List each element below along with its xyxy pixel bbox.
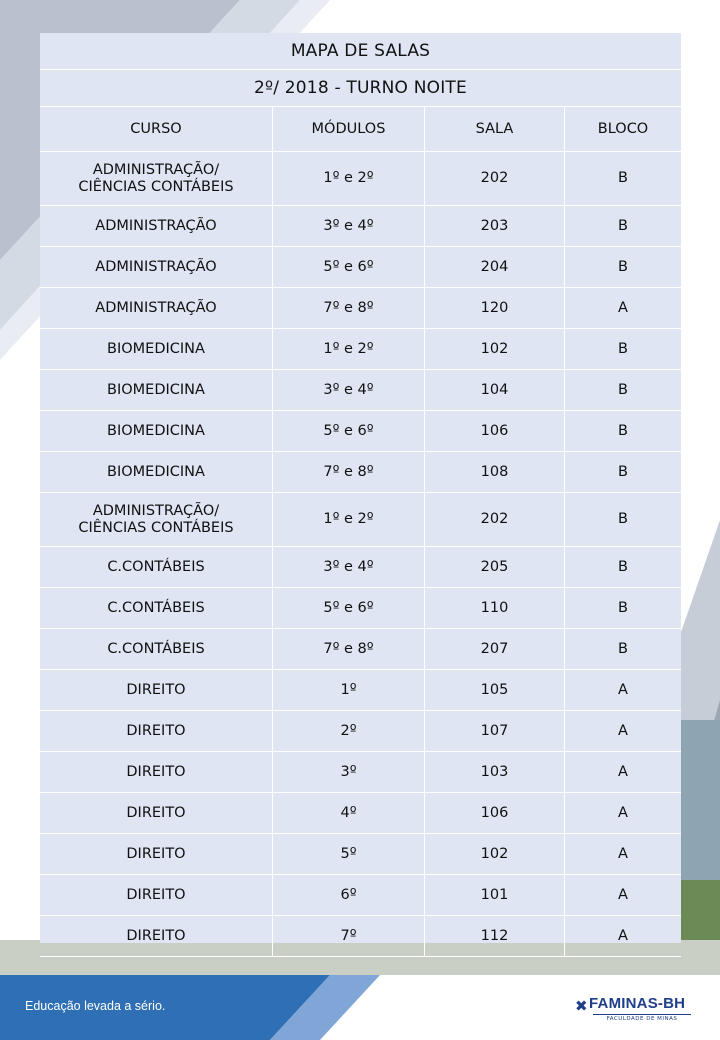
cell-bloco: A xyxy=(618,927,628,944)
column-header-sala: SALA xyxy=(425,107,565,151)
cell-bloco: B xyxy=(618,422,628,439)
table-row xyxy=(40,411,681,452)
page-title: MAPA DE SALAS xyxy=(290,41,431,61)
cell-curso: ADMINISTRAÇÃO/ CIÊNCIAS CONTÁBEIS xyxy=(40,493,273,546)
cell-curso: C.CONTÁBEIS xyxy=(40,588,273,628)
cell-curso: BIOMEDICINA xyxy=(40,329,273,369)
cell-curso: DIREITO xyxy=(40,670,273,710)
cell-bloco: B xyxy=(618,217,628,234)
cell-curso: DIREITO xyxy=(40,711,273,751)
cell-modulos: 7º e 8º xyxy=(273,452,425,492)
cell-curso: ADMINISTRAÇÃO xyxy=(40,206,273,246)
table-title-row xyxy=(40,33,681,70)
cell-bloco: A xyxy=(618,299,628,316)
cell-bloco: B xyxy=(618,511,628,527)
cell-modulos: 3º xyxy=(273,752,425,792)
cell-bloco: B xyxy=(618,170,628,186)
table-body xyxy=(40,152,681,957)
cell-modulos: 5º e 6º xyxy=(273,247,425,287)
cell-bloco: B xyxy=(618,558,628,575)
cell-sala: 205 xyxy=(425,547,565,587)
cell-modulos: 7º e 8º xyxy=(273,288,425,328)
cell-bloco: B xyxy=(618,463,628,480)
cell-curso: DIREITO xyxy=(40,793,273,833)
column-header-row xyxy=(40,107,681,152)
page-subtitle: 2º/ 2018 - TURNO NOITE xyxy=(254,78,467,98)
cell-sala: 102 xyxy=(425,329,565,369)
cell-curso: DIREITO xyxy=(40,916,273,956)
cell-bloco: B xyxy=(618,258,628,275)
cell-bloco: A xyxy=(618,804,628,821)
table-row xyxy=(40,875,681,916)
faminas-logo xyxy=(575,995,695,1025)
table-row xyxy=(40,452,681,493)
cell-curso: ADMINISTRAÇÃO xyxy=(40,247,273,287)
cell-modulos: 3º e 4º xyxy=(273,547,425,587)
cell-sala: 204 xyxy=(425,247,565,287)
table-row xyxy=(40,152,681,206)
table-row xyxy=(40,206,681,247)
column-header-modulos: MÓDULOS xyxy=(273,107,425,151)
cell-sala: 106 xyxy=(425,793,565,833)
table-row xyxy=(40,793,681,834)
table-row xyxy=(40,288,681,329)
table-row xyxy=(40,629,681,670)
cell-sala: 120 xyxy=(425,288,565,328)
column-header-curso: CURSO xyxy=(40,107,273,151)
cell-modulos: 5º xyxy=(273,834,425,874)
cell-curso: DIREITO xyxy=(40,875,273,915)
cell-modulos: 3º e 4º xyxy=(273,370,425,410)
table-row xyxy=(40,752,681,793)
cell-sala: 207 xyxy=(425,629,565,669)
cell-curso: BIOMEDICINA xyxy=(40,452,273,492)
table-row xyxy=(40,493,681,547)
cell-sala: 202 xyxy=(425,152,565,205)
logo-subtitle: FACULDADE DE MINAS xyxy=(593,1014,691,1022)
cell-bloco: A xyxy=(618,722,628,739)
cell-bloco: A xyxy=(618,763,628,780)
footer-tagline: Educação levada a sério. xyxy=(25,999,166,1013)
room-map-table xyxy=(40,33,681,943)
cell-modulos: 2º xyxy=(273,711,425,751)
cell-bloco: B xyxy=(618,381,628,398)
cell-sala: 103 xyxy=(425,752,565,792)
cell-bloco: B xyxy=(618,640,628,657)
cell-bloco: B xyxy=(618,340,628,357)
cell-modulos: 1º e 2º xyxy=(273,493,425,546)
cell-modulos: 1º e 2º xyxy=(273,329,425,369)
logo-x-icon: ✖ xyxy=(575,997,588,1015)
cell-bloco: B xyxy=(618,599,628,616)
cell-sala: 203 xyxy=(425,206,565,246)
cell-bloco: A xyxy=(618,845,628,862)
cell-modulos: 7º e 8º xyxy=(273,629,425,669)
cell-sala: 106 xyxy=(425,411,565,451)
cell-sala: 107 xyxy=(425,711,565,751)
cell-sala: 108 xyxy=(425,452,565,492)
cell-curso: ADMINISTRAÇÃO xyxy=(40,288,273,328)
cell-curso: BIOMEDICINA xyxy=(40,370,273,410)
cell-modulos: 5º e 6º xyxy=(273,411,425,451)
cell-sala: 101 xyxy=(425,875,565,915)
cell-sala: 104 xyxy=(425,370,565,410)
cell-modulos: 1º e 2º xyxy=(273,152,425,205)
table-row xyxy=(40,916,681,957)
table-row xyxy=(40,370,681,411)
cell-sala: 105 xyxy=(425,670,565,710)
cell-sala: 112 xyxy=(425,916,565,956)
table-row xyxy=(40,247,681,288)
table-row xyxy=(40,834,681,875)
cell-sala: 102 xyxy=(425,834,565,874)
cell-curso: C.CONTÁBEIS xyxy=(40,547,273,587)
cell-bloco: A xyxy=(618,681,628,698)
cell-curso: BIOMEDICINA xyxy=(40,411,273,451)
cell-modulos: 5º e 6º xyxy=(273,588,425,628)
table-subtitle-row xyxy=(40,70,681,107)
table-row xyxy=(40,547,681,588)
table-row xyxy=(40,670,681,711)
table-row xyxy=(40,711,681,752)
cell-modulos: 3º e 4º xyxy=(273,206,425,246)
table-row xyxy=(40,588,681,629)
cell-curso: ADMINISTRAÇÃO/ CIÊNCIAS CONTÁBEIS xyxy=(40,152,273,205)
cell-sala: 202 xyxy=(425,493,565,546)
cell-curso: DIREITO xyxy=(40,834,273,874)
cell-modulos: 4º xyxy=(273,793,425,833)
cell-bloco: A xyxy=(618,886,628,903)
cell-sala: 110 xyxy=(425,588,565,628)
cell-modulos: 7º xyxy=(273,916,425,956)
cell-modulos: 1º xyxy=(273,670,425,710)
cell-curso: C.CONTÁBEIS xyxy=(40,629,273,669)
cell-curso: DIREITO xyxy=(40,752,273,792)
cell-modulos: 6º xyxy=(273,875,425,915)
column-header-bloco: BLOCO xyxy=(597,120,649,137)
logo-name: FAMINAS-BH xyxy=(589,995,686,1012)
table-row xyxy=(40,329,681,370)
